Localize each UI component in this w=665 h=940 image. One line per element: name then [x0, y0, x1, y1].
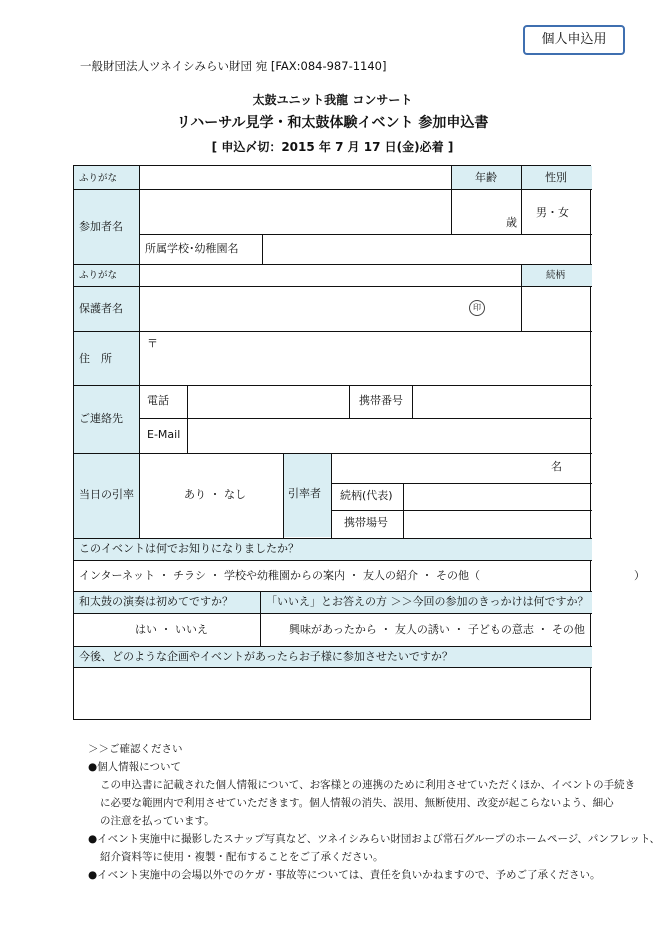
contact-label: ご連絡先: [79, 412, 123, 425]
q-first: 和太鼓の演奏は初めてですか？: [79, 595, 233, 608]
age-unit: 歳: [506, 216, 517, 229]
q-first-options: はい ・ いいえ: [135, 623, 208, 636]
email-label: E-Mail: [147, 428, 181, 441]
escort-person-label: 引率者: [288, 487, 321, 500]
relationship-rep-label: 続柄(代表): [340, 489, 393, 502]
phone-label: 電話: [147, 394, 169, 407]
age-header: 年齢: [475, 171, 497, 184]
q-reason: 「いいえ」とお答えの方 ＞＞今回の参加のきっかけは何ですか？: [266, 595, 589, 608]
sex-header: 性別: [545, 171, 567, 184]
privacy-line: この申込書に記載された個人情報について、お客様との連携のために利用させていただくほか、イベントの手続き: [100, 779, 636, 791]
photo-note: ●イベント実施中に撮影したスナップ写真など、ツネイシみらい財団および常石グループのホームページ、パンフレット、: [88, 833, 660, 845]
application-form: [73, 165, 645, 720]
mobile-alt-label: 携帯場号: [344, 516, 388, 529]
address-label: 住 所: [79, 352, 112, 365]
escort-options: あり ・ なし: [184, 488, 246, 501]
q-source-options: インターネット ・ チラシ ・ 学校や幼稚園からの案内 ・ 友人の紹介 ・ その他（ ）: [79, 569, 645, 582]
guardian-name-label: 保護者名: [79, 302, 123, 315]
notes-heading: ＞＞ご確認ください: [88, 743, 183, 755]
liability-note: ●イベント実施中の会場以外でのケガ・事故等については、責任を負いかねますので、予めご了承ください。: [88, 869, 601, 881]
guardian-furigana-label: ふりがな: [79, 270, 118, 281]
seal-icon: 印: [469, 300, 485, 316]
form-title: リハーサル見学・和太鼓体験イベント 参加申込書: [176, 115, 489, 131]
escort-name-unit: 名: [551, 460, 562, 473]
q-source: このイベントは何でお知りになりましたか？: [79, 542, 299, 555]
sex-options: 男・女: [536, 206, 569, 219]
q-future: 今後、どのような企画やイベントがあったらお子様に参加させたいですか？: [79, 650, 453, 663]
postal-mark: 〒: [147, 337, 158, 350]
event-subtitle: 太鼓ユニット我龍 コンサート: [252, 93, 413, 107]
mobile-label: 携帯番号: [359, 394, 403, 407]
participant-name-label: 参加者名: [79, 220, 123, 233]
notes-section: [88, 740, 660, 884]
privacy-title: ●個人情報について: [88, 761, 181, 773]
escort-day-label: 当日の引率: [79, 488, 134, 501]
q-reason-options: 興味があったから ・ 友人の誘い ・ 子どもの意志 ・ その他: [289, 623, 585, 636]
form-type-badge: 個人申込用: [523, 25, 625, 55]
privacy-line: に必要な範囲内で利用させていただきます。個人情報の消失、誤用、無断使用、改変が起こらないよう、細心: [100, 797, 614, 809]
photo-note-cont: 紹介資料等に使用・複製・配布することをご了承ください。: [100, 851, 384, 863]
school-label: 所属学校･幼稚園名: [145, 242, 239, 255]
deadline: [ 申込〆切：2015 年 7 月 17 日(金)必着 ]: [211, 140, 454, 154]
furigana-label: ふりがな: [79, 173, 118, 184]
privacy-line: の注意を払っています。: [100, 815, 215, 827]
relationship-label: 続柄: [546, 270, 566, 281]
fax-addressee: 一般財団法人ツネイシみらい財団 宛 [FAX:084-987-1140]: [80, 59, 387, 73]
